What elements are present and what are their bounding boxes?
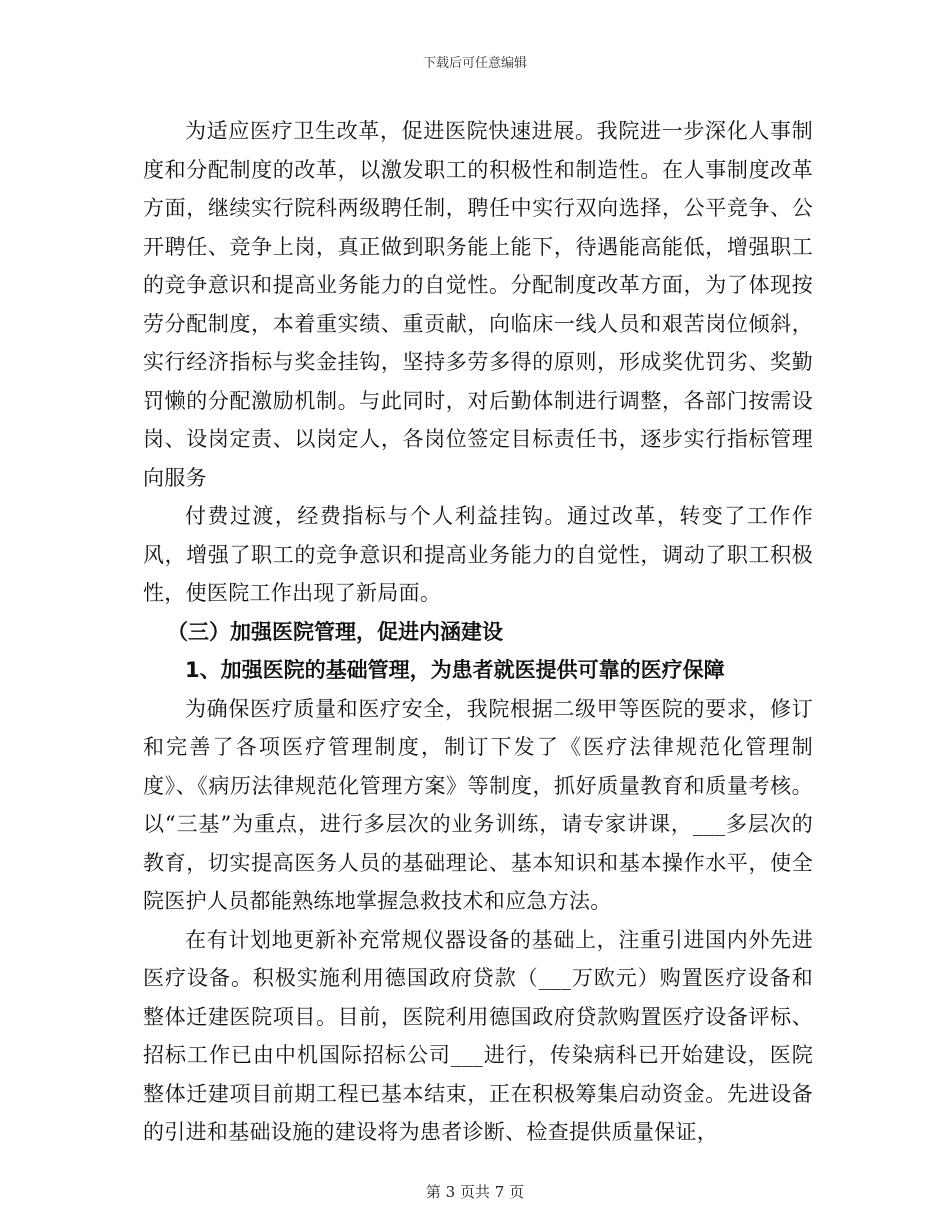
subsection-heading: 1、加强医院的基础管理，为患者就医提供可靠的医疗保障 [185, 658, 725, 682]
paragraph-quality: 为确保医疗质量和医疗安全，我院根据二级甲等医院的要求，修订和完善了各项医疗管理制度，制订下发了《医疗法律规范化管理制度》、《病历法律规范化管理方案》等制度，抓好质量教育和质量考核。以“三基”为重点，进行多层次的业务训练，请专家讲课，___多层次的教育，切实提高医务人员的基础理论、基本知识和基本操作水平，使全院医护人员都能熟练地掌握急救技术和应急方法。 [143, 696, 813, 913]
section-heading: （三）加强医院管理，促进内涵建设 [167, 619, 503, 644]
paragraph-equipment: 在有计划地更新补充常规仪器设备的基础上，注重引进国内外先进医疗设备。积极实施利用德国政府贷款（___万欧元）购置医疗设备和整体迁建医院项目。目前，医院利用德国政府贷款购置医疗设备评标、招标工作已由中机国际招标公司___进行，传染病科已开始建设，医院整体迁建项目前期工程已基本结束，正在积极筹集启动资金。先进设备的引进和基础设施的建设将为患者诊断、检查提供质量保证， [143, 927, 813, 1144]
paragraph-reform-continued: 付费过渡，经费指标与个人利益挂钩。通过改革，转变了工作作风，增强了职工的竞争意识和提高业务能力的自觉性，调动了职工积极性，使医院工作出现了新局面。 [143, 504, 813, 605]
page-header: 下载后可任意编辑 [422, 56, 527, 71]
page-footer: 第 3 页共 7 页 [425, 1183, 525, 1201]
paragraph-reform: 为适应医疗卫生改革，促进医院快速进展。我院进一步深化人事制度和分配制度的改革，以激发职工的积极性和制造性。在人事制度改革方面，继续实行院科两级聘任制，聘任中实行双向选择，公平竞争、公开聘任、竞争上岗，真正做到职务能上能下，待遇能高能低，增强职工的竞争意识和提高业务能力的自觉性。分配制度改革方面，为了体现按劳分配制度，本着重实绩、重贡献，向临床一线人员和艰苦岗位倾斜，实行经济指标与奖金挂钩，坚持多劳多得的原则，形成奖优罚劣、奖勤罚懒的分配激励机制。与此同时，对后勤体制进行调整，各部门按需设岗、设岗定责、以岗定人，各岗位签定目标责任书，逐步实行指标管理向服务 [143, 119, 813, 490]
document-body [143, 112, 813, 1152]
